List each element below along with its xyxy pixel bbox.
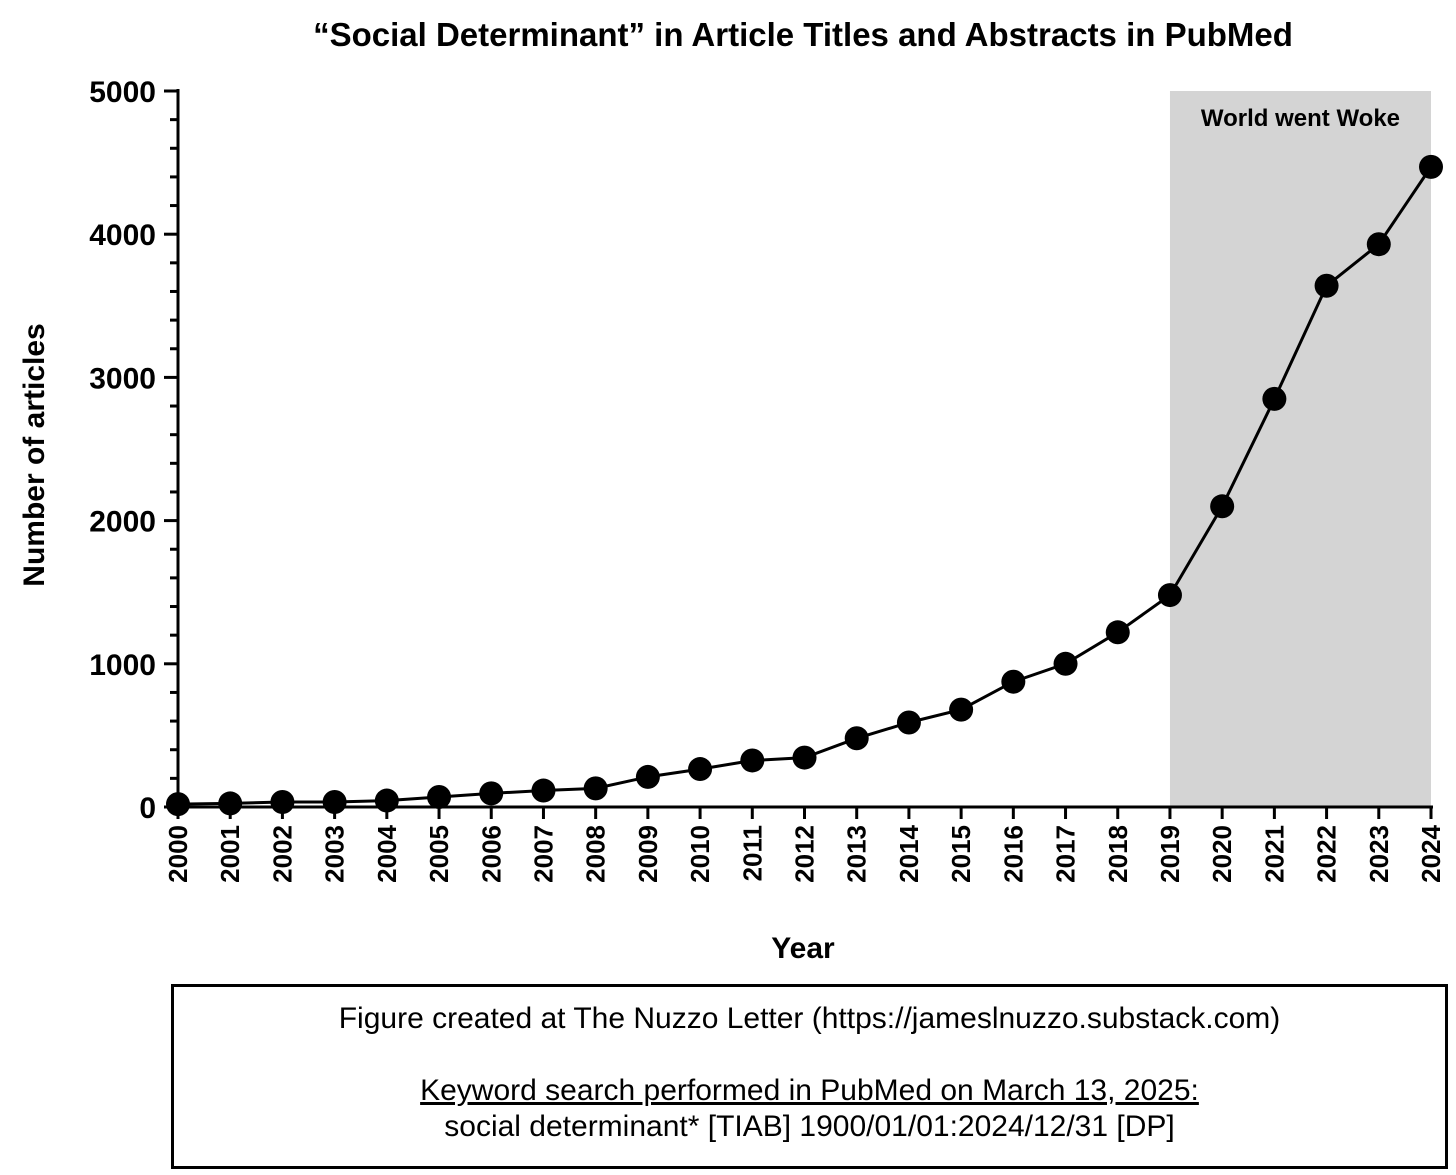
data-point-2002	[270, 790, 294, 814]
data-point-2013	[845, 726, 869, 750]
data-point-2019	[1158, 583, 1182, 607]
data-point-2000	[166, 792, 190, 816]
x-tick-label: 2009	[632, 825, 663, 883]
chart-title: “Social Determinant” in Article Titles and Abstracts in PubMed	[313, 16, 1293, 53]
x-tick-label: 2022	[1311, 825, 1342, 883]
y-tick-label: 5000	[89, 76, 156, 109]
x-tick-label: 2020	[1207, 825, 1238, 883]
x-tick-label: 2006	[476, 825, 507, 883]
footnote-box	[171, 984, 1448, 1169]
x-tick-label: 2001	[215, 825, 246, 883]
data-point-2024	[1419, 155, 1443, 179]
x-tick-label: 2013	[841, 825, 872, 883]
x-tick-label: 2015	[946, 825, 977, 883]
data-point-2021	[1262, 387, 1286, 411]
x-tick-label: 2012	[789, 825, 820, 883]
x-tick-label: 2002	[267, 825, 298, 883]
data-point-2011	[740, 748, 764, 772]
data-point-2007	[531, 779, 555, 803]
data-point-2004	[375, 789, 399, 813]
x-tick-label: 2005	[424, 825, 455, 883]
y-tick-label: 4000	[89, 219, 156, 253]
footnote-credit: Figure created at The Nuzzo Letter (https://jameslnuzzo.substack.com)	[338, 1002, 1281, 1035]
x-tick-label: 2019	[1154, 825, 1185, 883]
y-tick-label: 1000	[89, 648, 156, 682]
x-axis-ticks	[163, 807, 1446, 883]
data-point-2006	[479, 781, 503, 805]
data-point-2008	[584, 776, 608, 800]
x-tick-label: 2024	[1416, 825, 1446, 883]
x-tick-label: 2011	[737, 825, 768, 882]
data-point-2001	[218, 791, 242, 815]
data-point-2016	[1001, 670, 1025, 694]
y-tick-label: 3000	[89, 362, 156, 396]
x-tick-label: 2010	[685, 825, 716, 883]
y-tick-label: 2000	[89, 505, 156, 539]
x-tick-label: 2017	[1050, 825, 1081, 883]
footnote-search-date: Keyword search performed in PubMed on March 13, 2025:	[420, 1074, 1199, 1107]
data-point-2005	[427, 785, 451, 809]
shaded-region-label: World went Woke	[1200, 105, 1401, 132]
data-point-2012	[793, 746, 817, 770]
data-point-2017	[1054, 652, 1078, 676]
x-tick-label: 2003	[319, 825, 350, 883]
data-point-2022	[1315, 274, 1339, 298]
data-point-2018	[1106, 620, 1130, 644]
data-point-2020	[1210, 494, 1234, 518]
x-tick-label: 2018	[1102, 825, 1133, 883]
x-tick-label: 2008	[580, 825, 611, 883]
data-point-2010	[688, 757, 712, 781]
x-tick-label: 2023	[1363, 825, 1394, 883]
x-axis-label: Year	[771, 932, 835, 965]
x-tick-label: 2021	[1259, 825, 1290, 883]
y-tick-label: 0	[139, 792, 156, 825]
y-axis-label: Number of articles	[18, 323, 51, 587]
shaded-region	[1170, 91, 1431, 807]
data-point-2015	[949, 698, 973, 722]
data-point-2023	[1367, 232, 1391, 256]
data-point-2003	[323, 790, 347, 814]
data-point-2014	[897, 711, 921, 735]
x-tick-label: 2007	[528, 825, 559, 883]
y-axis-ticks	[89, 76, 178, 825]
x-tick-label: 2000	[163, 825, 193, 883]
x-tick-label: 2014	[893, 825, 924, 883]
data-point-2009	[636, 765, 660, 789]
footnote-search-query: social determinant* [TIAB] 1900/01/01:2024/12/31 [DP]	[444, 1110, 1175, 1143]
x-tick-label: 2004	[371, 825, 402, 883]
x-tick-label: 2016	[998, 825, 1029, 883]
